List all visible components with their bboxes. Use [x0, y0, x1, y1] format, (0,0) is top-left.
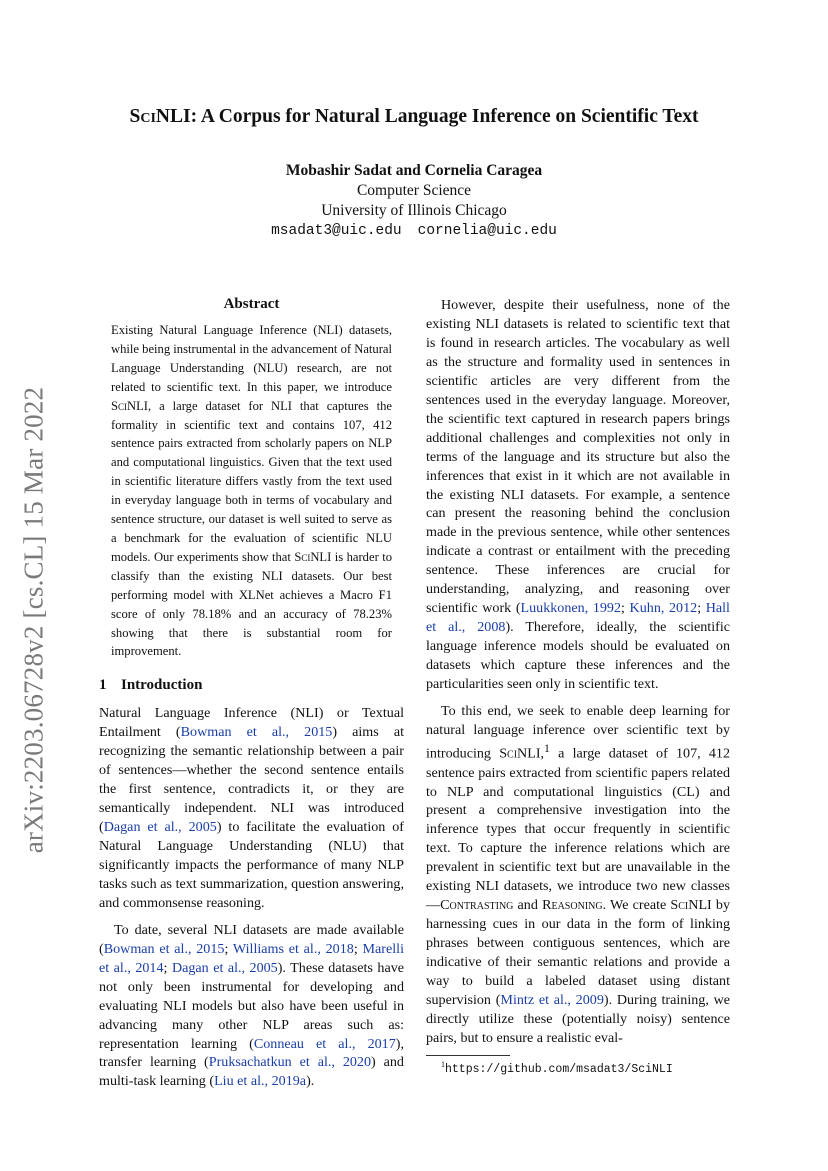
footnote-divider [426, 1055, 510, 1056]
authors: Mobashir Sadat and Cornelia Caragea [285, 162, 543, 179]
abstract-heading: Abstract [223, 296, 280, 312]
citation-link[interactable]: Mintz et al., 2009 [500, 992, 604, 1008]
abstract-body: Existing Natural Language Inference (NLI) datasets, while being instrumental in the advancement of Natural Language Understanding (NLU) research, are not related to scientific text. In this paper, we introduce SciNLI, a large dataset for NLI that captures the formality in scientific text and contains 107, 412 sentence pairs extracted from scholarly papers on NLP and computational linguistics. Given that the text used in scientific literature differs vastly from the text used in everyday language both in terms of vocabulary and sentence structure, our dataset is well suited to serve as a benchmark for the evaluation of scientific NLU models. Our experiments show that SciNLI is harder to classify than the existing NLI datasets. Our best performing model with XLNet achieves a Macro F1 score of only 78.18% and an accuracy of 78.23% showing that there is substantial room for improvement. [111, 323, 392, 659]
title-dataset-name: SciNLI [129, 106, 191, 127]
citation-link[interactable]: Luukkonen, 1992 [520, 600, 622, 617]
section-number: 1 [99, 677, 107, 694]
citation-link[interactable]: Bowman et al., 2015 [180, 724, 333, 741]
affiliation-university: University of Illinois Chicago [321, 202, 507, 219]
intro-paragraph-3: However, despite their usefulness, none of the existing NLI datasets is related to scientific text that is found in research articles. The vocabulary as well as the structure and formality used in sentences in scientific articles are very different from the sentences used in the everyday language. Moreover, the scientific text captured in research papers brings additional challenges and complexities not only in terms of the language and its structure but also the inferences that exist in it which are not available in the existing NLI datasets. For example, a sentence can present the reasoning behind the conclusion made in the previous sentence, while other sentences indicate a contrast or entailment with the preceding sentence. These inferences are crucial for understanding, analyzing, and reasoning over scientific work (Luukkonen, 1992; Kuhn, 2012; Hall et al., 2008). Therefore, ideally, the scientific language inference models should be evaluated on datasets which capture these inferences and the particularities seen only in scientific text. [426, 297, 731, 693]
citation-link[interactable]: Marelli et al., 2014 [99, 940, 404, 976]
citation-link[interactable]: Kuhn, 2012 [629, 600, 698, 617]
citation-link[interactable]: Hall et al., 2008 [426, 600, 730, 636]
title-rest: : A Corpus for Natural Language Inference on Scientific Text [190, 106, 699, 127]
left-column [99, 296, 404, 1091]
paper-title [0, 106, 828, 128]
citation-link[interactable]: Williams et al., 2018 [232, 940, 354, 957]
citation-link[interactable]: Bowman et al., 2015 [103, 940, 225, 957]
section-title: Introduction [121, 677, 203, 694]
section-heading-introduction [99, 677, 404, 694]
author-block [0, 161, 828, 241]
arxiv-identifier-stamp [18, 360, 49, 880]
arxiv-stamp-text: arXiv:2203.06728v2 [cs.CL] 15 Mar 2022 [18, 386, 49, 854]
citation-link[interactable]: Dagan et al., 2005 [103, 819, 217, 836]
footnote-url[interactable]: https://github.com/msadat3/SciNLI [445, 1062, 673, 1076]
intro-paragraph-4: To this end, we seek to enable deep learning for natural language inference over scientific text by introducing SciNLI,$^1$ a large dataset of 107, 412 sentence pairs extracted from scientific papers related to NLP and computational linguistics (CL) and present a comprehensive investigation into the inference types that occur frequently in scientific text. To capture the inference relations which are prevalent in scientific text but are unavailable in the existing NLI datasets, we introduce two new classes—Contrasting and Reasoning. We create SciNLI by harnessing cues in our data in the form of linking phrases between contiguous sentences, which are indicative of their semantic relations and provide a way to build a labeled dataset using distant supervision (Mintz et al., 2009). During training, we directly utilize these (potentially noisy) sentence pairs, but to ensure a realistic eval- [426, 703, 731, 1046]
author-emails [0, 221, 828, 241]
citation-link[interactable]: Dagan et al., 2005 [171, 959, 278, 976]
intro-paragraph-2: To date, several NLI datasets are made available (Bowman et al., 2015; Williams et al., 2018; Marelli et al., 2014; Dagan et al., 2005). These datasets have not only been instrumental for developing and evaluating NLI models but also have been useful in advancing many other NLP areas such as: representation learning (Conneau et al., 2017), transfer learning (Pruksachatkun et al., 2020) and multi-task learning (Liu et al., 2019a). [99, 921, 404, 1090]
email-1[interactable]: msadat3@uic.edu [271, 223, 402, 239]
footnote-number: 1 [441, 1060, 445, 1069]
email-2[interactable]: cornelia@uic.edu [417, 223, 557, 239]
citation-link[interactable]: Pruksachatkun et al., 2020 [208, 1054, 372, 1071]
right-column [426, 296, 730, 1048]
footnote [441, 1060, 673, 1076]
intro-paragraph-1: Natural Language Inference (NLI) or Textual Entailment (Bowman et al., 2015) aims at recognizing the semantic relationship between a pair of sentences—whether the second sentence entails the first sentence, contradicts it, or they are semantically independent. NLI was introduced (Dagan et al., 2005) to facilitate the evaluation of Natural Language Understanding (NLU) that significantly impacts the performance of many NLP tasks such as text summarization, question answering, and commonsense reasoning. [99, 705, 404, 911]
footnote-marker[interactable]: 1 [544, 741, 550, 755]
citation-link[interactable]: Conneau et al., 2017 [253, 1035, 396, 1052]
citation-link[interactable]: Liu et al., 2019a [214, 1073, 307, 1090]
affiliation-department: Computer Science [356, 182, 472, 199]
